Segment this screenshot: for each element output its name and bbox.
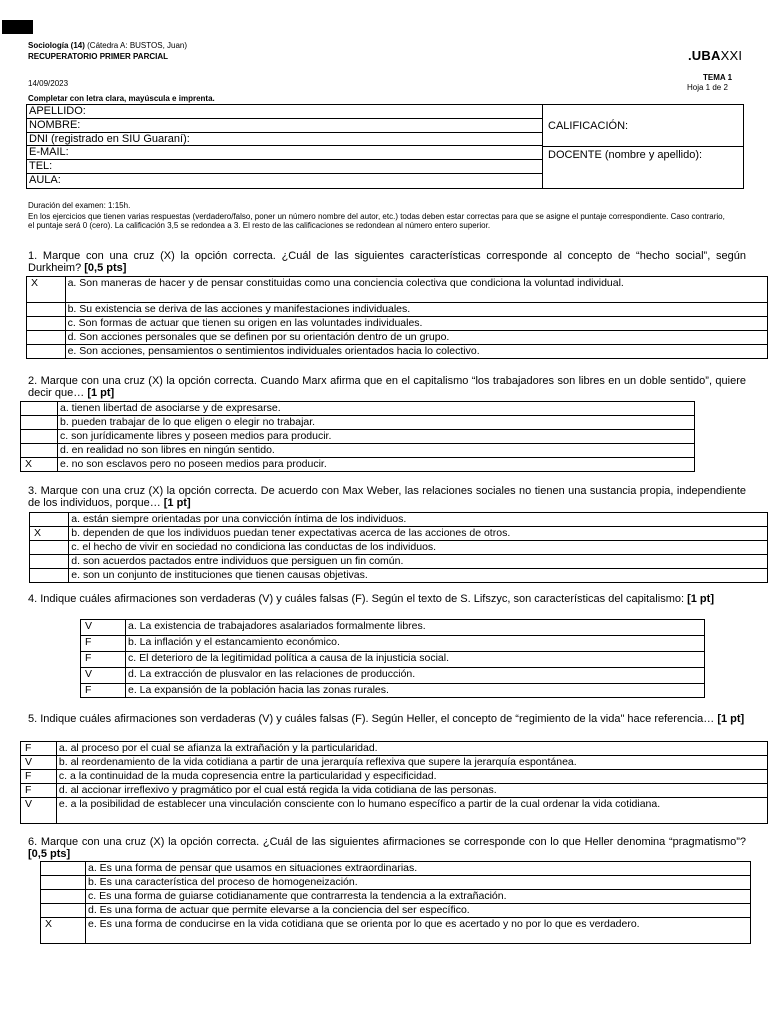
- option-text: e. no son esclavos pero no poseen medios para producir.: [58, 458, 695, 472]
- question-text: 2. Marque con una cruz (X) la opción correcta. Cuando Marx afirma que en el capitalismo “los trabajadores son libres en un doble sentido”, quiere decir que…: [28, 375, 746, 399]
- option-row: [27, 317, 768, 331]
- page-indicator: Hoja 1 de 2: [687, 83, 728, 92]
- answer-mark-cell[interactable]: [30, 569, 69, 583]
- option-text: a. Es una forma de pensar que usamos en situaciones extraordinarias.: [86, 862, 751, 876]
- chair-name: (Cátedra A: BUSTOS, Juan): [84, 41, 188, 50]
- option-text: b. Su existencia se deriva de las acciones y manifestaciones individuales.: [65, 303, 767, 317]
- grading-rules: En los ejercicios que tienen varias respuestas (verdadero/falso, poner un número nombre del autor, etc.) todas deben estar correctas para que se asigne el puntaje correspondiente. Caso contrario, el puntaje será 0 (cero). La calificación 3,5 se redondea a 3. El resto de las calificaciones se redondean al número entero superior.: [28, 212, 725, 230]
- option-row: [21, 458, 695, 472]
- option-row: [21, 444, 695, 458]
- option-row: [81, 620, 705, 636]
- answer-mark-cell[interactable]: [30, 541, 69, 555]
- option-row: [81, 668, 705, 684]
- question-text: 5. Indique cuáles afirmaciones son verdaderas (V) y cuáles falsas (F). Según Heller, el concepto de “regimiento de la vida" hace referencia…: [28, 713, 718, 725]
- answer-mark-cell[interactable]: [30, 513, 69, 527]
- option-row: [21, 416, 695, 430]
- question-text: 1. Marque con una cruz (X) la opción correcta. ¿Cuál de las siguientes características corresponde al concepto de “hecho social”, según Durkheim?: [28, 250, 746, 274]
- answer-mark-cell[interactable]: [21, 416, 58, 430]
- option-row: [81, 636, 705, 652]
- question-1-prompt: [28, 250, 746, 274]
- option-row: [30, 569, 768, 583]
- question-points: [1 pt]: [687, 593, 714, 605]
- uba-xxi-logo: .UBAXXI: [688, 48, 743, 63]
- option-text: e. son un conjunto de instituciones que tienen causas objetivas.: [69, 569, 768, 583]
- question-1-options: [26, 276, 768, 359]
- question-2-prompt: [28, 375, 746, 399]
- exam-title: RECUPERATORIO PRIMER PARCIAL: [28, 52, 169, 61]
- question-6-options: [40, 861, 751, 944]
- option-text: e. Son acciones, pensamientos o sentimientos individuales orientados hacia lo colectivo.: [65, 345, 767, 359]
- answer-mark-cell[interactable]: F: [81, 636, 126, 652]
- option-text: c. Son formas de actuar que tienen su origen en las voluntades individuales.: [65, 317, 767, 331]
- option-text: e. La expansión de la población hacia las zonas rurales.: [126, 684, 705, 698]
- option-row: [41, 904, 751, 918]
- answer-mark-cell[interactable]: [27, 317, 66, 331]
- option-row: [27, 303, 768, 317]
- option-text: d. La extracción de plusvalor en las relaciones de producción.: [126, 668, 705, 684]
- answer-mark-cell[interactable]: V: [21, 798, 57, 824]
- option-text: c. El deterioro de la legitimidad política a causa de la injusticia social.: [126, 652, 705, 668]
- option-row: [41, 918, 751, 944]
- question-text: 4. Indique cuáles afirmaciones son verdaderas (V) y cuáles falsas (F). Según el texto de S. Lifszyc, son características del capitalismo:: [28, 593, 688, 605]
- answer-mark-cell[interactable]: [27, 345, 66, 359]
- option-text: b. al reordenamiento de la vida cotidiana a partir de una jerarquía reflexiva que supere la jerarquía espontánea.: [56, 756, 767, 770]
- option-text: d. Son acciones personales que se definen por su orientación dentro de un grupo.: [65, 331, 767, 345]
- answer-mark-cell[interactable]: F: [81, 652, 126, 668]
- option-row: [21, 784, 768, 798]
- option-text: d. son acuerdos pactados entre individuos que persiguen un fin común.: [69, 555, 768, 569]
- option-text: b. Es una característica del proceso de homogeneización.: [86, 876, 751, 890]
- answer-mark-cell[interactable]: F: [21, 770, 57, 784]
- answer-mark-cell[interactable]: X: [27, 277, 66, 303]
- course-name: Sociología (14): [28, 41, 85, 50]
- option-row: [27, 345, 768, 359]
- option-row: [30, 541, 768, 555]
- answer-mark-cell[interactable]: [41, 904, 86, 918]
- option-text: a. están siempre orientadas por una convicción íntima de los individuos.: [69, 513, 768, 527]
- option-text: a. Son maneras de hacer y de pensar constituidas como una conciencia colectiva que condiciona la voluntad individual.: [65, 277, 767, 303]
- field-aula[interactable]: AULA:: [29, 174, 61, 187]
- question-3-prompt: [28, 485, 746, 509]
- option-text: e. Es una forma de conducirse en la vida cotidiana que se orienta por lo que es acertado y no por lo que es verdadero.: [86, 918, 751, 944]
- answer-mark-cell[interactable]: V: [81, 620, 126, 636]
- option-text: a. La existencia de trabajadores asalariados formalmente libres.: [126, 620, 705, 636]
- option-row: [81, 684, 705, 698]
- question-text: 6. Marque con una cruz (X) la opción correcta. ¿Cuál de las siguientes afirmaciones se corresponde con lo que Heller denomina “pragmatismo”?: [28, 836, 746, 848]
- redaction-bar: [2, 20, 33, 34]
- option-row: [21, 770, 768, 784]
- option-row: [21, 430, 695, 444]
- question-6-prompt: [28, 836, 746, 860]
- option-text: d. Es una forma de actuar que permite elevarse a la conciencia del ser específico.: [86, 904, 751, 918]
- answer-mark-cell[interactable]: [41, 890, 86, 904]
- option-row: [21, 756, 768, 770]
- question-5-options: [20, 741, 768, 824]
- option-row: [21, 798, 768, 824]
- question-4-prompt: [28, 593, 746, 605]
- field-calificacion[interactable]: CALIFICACIÓN:: [543, 105, 743, 147]
- option-text: c. a la continuidad de la muda copresencia entre la particularidad y especificidad.: [56, 770, 767, 784]
- option-row: [30, 555, 768, 569]
- question-4-options: [80, 619, 705, 698]
- option-text: b. La inflación y el estancamiento económico.: [126, 636, 705, 652]
- answer-mark-cell[interactable]: [21, 430, 58, 444]
- option-row: [30, 527, 768, 541]
- answer-mark-cell[interactable]: X: [30, 527, 69, 541]
- student-fields: [27, 105, 543, 188]
- option-row: [41, 876, 751, 890]
- option-text: b. dependen de que los individuos puedan tener expectativas acerca de las acciones de otros.: [69, 527, 768, 541]
- field-nombre[interactable]: NOMBRE:: [27, 119, 542, 133]
- answer-mark-cell[interactable]: [27, 303, 66, 317]
- answer-mark-cell[interactable]: [21, 402, 58, 416]
- option-text: c. Es una forma de guiarse cotidianamente que contrarresta la tendencia a la extrañación.: [86, 890, 751, 904]
- question-3-options: [29, 512, 768, 583]
- question-points: [0,5 pts]: [84, 262, 127, 274]
- option-row: [30, 513, 768, 527]
- answer-mark-cell[interactable]: X: [21, 458, 58, 472]
- option-row: [21, 402, 695, 416]
- option-row: [41, 890, 751, 904]
- option-row: [41, 862, 751, 876]
- answer-mark-cell[interactable]: F: [21, 784, 57, 798]
- answer-mark-cell[interactable]: [30, 555, 69, 569]
- answer-mark-cell[interactable]: [41, 876, 86, 890]
- answer-mark-cell[interactable]: [21, 444, 58, 458]
- option-row: [27, 277, 768, 303]
- answer-mark-cell[interactable]: [41, 862, 86, 876]
- tema-label: TEMA 1: [703, 73, 733, 82]
- option-text: d. al accionar irreflexivo y pragmático por el cual está regida la vida cotidiana de las personas.: [56, 784, 767, 798]
- option-text: c. son jurídicamente libres y poseen medios para producir.: [58, 430, 695, 444]
- question-2-options: [20, 401, 695, 472]
- field-apellido[interactable]: APELLIDO:: [27, 105, 542, 119]
- question-points: [1 pt]: [163, 497, 191, 509]
- field-dni[interactable]: DNI (registrado en SIU Guaraní):: [27, 133, 542, 147]
- answer-mark-cell[interactable]: X: [41, 918, 86, 944]
- question-points: [1 pt]: [87, 387, 115, 399]
- option-row: [21, 742, 768, 756]
- option-text: a. tienen libertad de asociarse y de expresarse.: [58, 402, 695, 416]
- field-tel[interactable]: TEL:: [27, 160, 542, 174]
- course-line: [28, 41, 187, 50]
- option-text: c. el hecho de vivir en sociedad no condiciona las conductas de los individuos.: [69, 541, 768, 555]
- option-text: e. a la posibilidad de establecer una vinculación consciente con lo humano específico a partir de la cual ordenar la vida cotidiana.: [56, 798, 767, 824]
- question-5-prompt: [28, 713, 746, 725]
- field-email[interactable]: E-MAIL:: [27, 146, 542, 160]
- answer-mark-cell[interactable]: F: [81, 684, 126, 698]
- answer-mark-cell[interactable]: V: [21, 756, 57, 770]
- field-docente[interactable]: DOCENTE (nombre y apellido):: [548, 149, 703, 161]
- exam-date: 14/09/2023: [28, 79, 69, 88]
- answer-mark-cell[interactable]: [27, 331, 66, 345]
- option-row: [27, 331, 768, 345]
- option-row: [81, 652, 705, 668]
- option-text: a. al proceso por el cual se afianza la extrañación y la particularidad.: [56, 742, 767, 756]
- option-text: b. pueden trabajar de lo que eligen o elegir no trabajar.: [58, 416, 695, 430]
- answer-mark-cell[interactable]: F: [21, 742, 57, 756]
- exam-duration: Duración del examen: 1:15h.: [28, 201, 131, 210]
- student-info-form: [26, 104, 744, 189]
- option-text: d. en realidad no son libres en ningún sentido.: [58, 444, 695, 458]
- fill-instruction: Completar con letra clara, mayúscula e imprenta.: [28, 94, 215, 103]
- question-points: [0,5 pts]: [28, 848, 71, 860]
- grading-fields: [543, 105, 743, 188]
- answer-mark-cell[interactable]: V: [81, 668, 126, 684]
- question-points: [1 pt]: [717, 713, 745, 725]
- question-text: 3. Marque con una cruz (X) la opción correcta. De acuerdo con Max Weber, las relaciones sociales no tienen una sustancia propia, independiente de los individuos, porque…: [28, 485, 746, 509]
